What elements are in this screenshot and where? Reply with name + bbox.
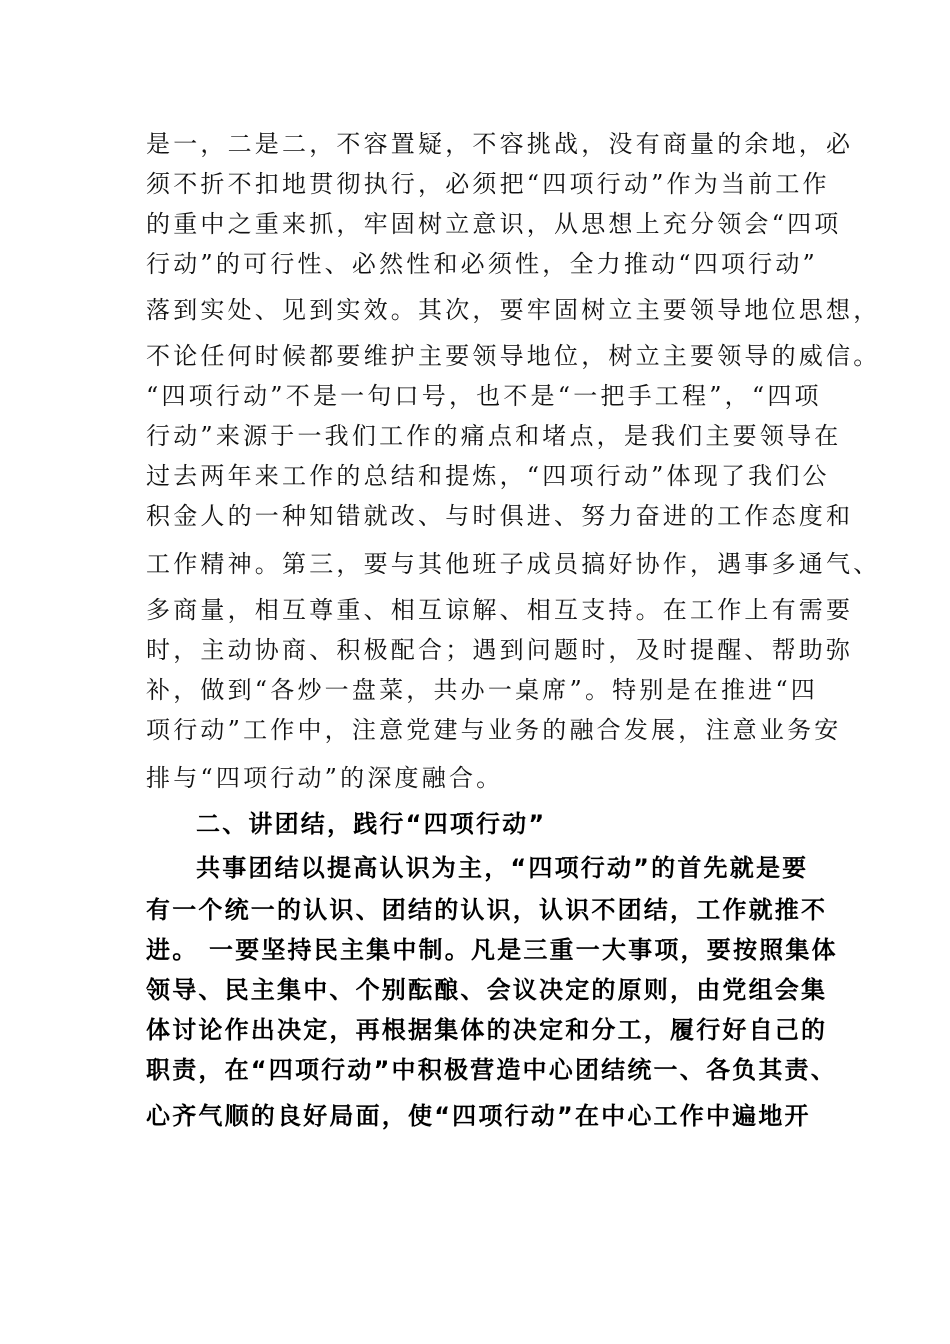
body-line: 行动”来源于一我们工作的痛点和堵点，是我们主要领导在 xyxy=(146,422,842,450)
bold-paragraph-line: 进。 一要坚持民主集中制。凡是三重一大事项，要按照集体 xyxy=(146,936,838,964)
body-line: 项行动”工作中，注意党建与业务的融合发展，注意业务安 xyxy=(146,716,842,744)
bold-paragraph-line: 领导、民主集中、个别酝酿、会议决定的原则，由党组会集 xyxy=(146,976,828,1004)
body-line: 的重中之重来抓，牢固树立意识，从思想上充分领会“四项 xyxy=(146,210,842,238)
body-line: 时，主动协商、积极配合；遇到问题时，及时提醒、帮助弥 xyxy=(146,636,854,664)
body-line: 行动”的可行性、必然性和必须性，全力推动“四项行动” xyxy=(146,250,819,278)
body-line: 是一，二是二，不容置疑，不容挑战，没有商量的余地，必 xyxy=(146,130,854,158)
body-line: “四项行动”不是一句口号，也不是“一把手工程”，“四项 xyxy=(146,382,822,410)
bold-paragraph-line: 心齐气顺的良好局面，使“四项行动”在中心工作中遍地开 xyxy=(146,1102,811,1130)
body-line: 多商量，相互尊重、相互谅解、相互支持。在工作上有需要 xyxy=(146,596,854,624)
bold-paragraph-line: 共事团结以提高认识为主，“四项行动”的首先就是要 xyxy=(196,854,809,882)
body-line: 排与“四项行动”的深度融合。 xyxy=(146,764,504,792)
body-line: 落到实处、见到实效。其次，要牢固树立主要领导地位思想， xyxy=(146,296,881,324)
body-line: 不论任何时候都要维护主要领导地位，树立主要领导的威信。 xyxy=(146,342,881,370)
section-heading: 二、讲团结，践行“四项行动” xyxy=(196,810,547,838)
body-line: 过去两年来工作的总结和提炼，“四项行动”体现了我们公 xyxy=(146,462,830,490)
bold-paragraph-line: 有一个统一的认识、团结的认识，认识不团结，工作就推不 xyxy=(146,896,828,924)
bold-paragraph-line: 体讨论作出决定，再根据集体的决定和分工，履行好自己的 xyxy=(146,1016,828,1044)
bold-paragraph-line: 职责，在“四项行动”中积极营造中心团结统一、各负其责、 xyxy=(146,1056,837,1084)
body-line: 积金人的一种知错就改、与时俱进、努力奋进的工作态度和 xyxy=(146,502,854,530)
body-line: 须不折不扣地贯彻执行，必须把“四项行动”作为当前工作 xyxy=(146,170,830,198)
body-line: 补，做到“各炒一盘菜，共办一桌席”。特别是在推进“四 xyxy=(146,676,819,704)
body-line: 工作精神。第三，要与其他班子成员搞好协作，遇事多通气、 xyxy=(146,550,881,578)
